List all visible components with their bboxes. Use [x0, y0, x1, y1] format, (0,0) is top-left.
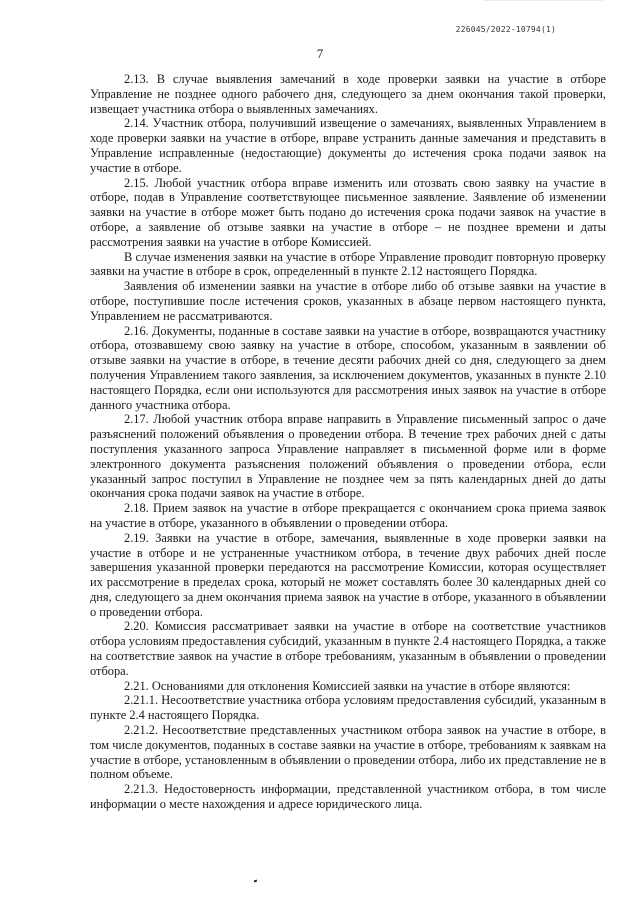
- scan-speck: [254, 880, 258, 883]
- document-id: 226045/2022-10794(1): [455, 25, 556, 34]
- scan-artifact: [484, 0, 604, 4]
- paragraph-2-13: 2.13. В случае выявления замечаний в ходе проверки заявки на участие в отборе Управление не позднее одного рабочего дня, следующего за днем окончания такой проверки, извещает участника отбора о выявленных замечаниях.: [90, 72, 606, 116]
- paragraph-2-18: 2.18. Прием заявок на участие в отборе прекращается с окончанием срока приема заявок на участие в отборе, указанного в объявлении о проведении отбора.: [90, 501, 606, 530]
- paragraph-2-17: 2.17. Любой участник отбора вправе направить в Управление письменный запрос о даче разъяснений положений объявления о проведении отбора. В течение трех рабочих дней с даты поступления указанного запроса Управление направляет в письменной форме или в форме электронного документа разъяснения положений объявления о проведении отбора, если указанный запрос поступил в Управление не позднее чем за пять календарных дней до даты окончания срока подачи заявок на участие в отборе.: [90, 412, 606, 501]
- paragraph-2-21-1: 2.21.1. Несоответствие участника отбора условиям предоставления субсидий, указанным в пункте 2.4 настоящего Порядка.: [90, 693, 606, 723]
- paragraph-2-21-2: 2.21.2. Несоответствие представленных участником отбора заявок на участие в отборе, в том числе документов, поданных в составе заявки на участие в отборе, требованиям к заявкам на участие в отборе, установленным в объявлении о проведении отбора, либо их представление не в полном объеме.: [90, 723, 606, 782]
- paragraph-2-20: 2.20. Комиссия рассматривает заявки на участие в отборе на соответствие участников отбора условиям предоставления субсидий, указанным в пункте 2.4 настоящего Порядка, а также на соответствие заявок на участие в отборе требованиям, указанным в объявлении о проведении отбора.: [90, 619, 606, 678]
- paragraph-2-15-b: В случае изменения заявки на участие в отборе Управление проводит повторную проверку заявки на участие в отборе в срок, определенный в пункте 2.12 настоящего Порядка.: [90, 249, 606, 279]
- document-body: [90, 72, 606, 812]
- page-number: 7: [316, 46, 324, 61]
- paragraph-2-21-3: 2.21.3. Недостоверность информации, представленной участником отбора, в том числе информации о месте нахождения и адресе юридического лица.: [90, 782, 606, 812]
- paragraph-2-15-c: Заявления об изменении заявки на участие в отборе либо об отзыве заявки на участие в отборе, поступившие после истечения сроков, указанных в абзаце первом настоящего пункта, Управлением не рассматриваются.: [90, 279, 606, 323]
- paragraph-2-16: 2.16. Документы, поданные в составе заявки на участие в отборе, возвращаются участнику отбора, отозвавшему свою заявку на участие в отборе, способом, указанным в заявлении об отзыве заявки на участие в отборе, в течение десяти рабочих дней со дня, следующего за днем получения Управлением такого заявления, за исключением документов, указанных в пункте 2.10 настоящего Порядка, если они используются для рассмотрения иных заявок на участие в отборе данного участника отбора.: [90, 323, 606, 412]
- paragraph-2-14: 2.14. Участник отбора, получивший извещение о замечаниях, выявленных Управлением в ходе проверки заявки на участие в отборе, вправе устранить данные замечания и представить в Управление исправленные (недостающие) документы до истечения срока подачи заявок на участие в отборе.: [90, 116, 606, 175]
- paragraph-2-15: 2.15. Любой участник отбора вправе изменить или отозвать свою заявку на участие в отборе, подав в Управление соответствующее письменное заявление. Заявление об изменении заявки на участие в отборе может быть подано до истечения срока подачи заявок на участие в отборе, а заявление об отзыве заявки на участие в отборе – не позднее времени и даты рассмотрения заявки на участие в отборе Комиссией.: [90, 175, 606, 249]
- paragraph-2-19: 2.19. Заявки на участие в отборе, замечания, выявленные в ходе проверки заявки на участие в отборе и не устраненные участником отбора, в течение двух рабочих дней после завершения указанной проверки передаются на рассмотрение Комиссии, которая осуществляет их рассмотрение в пределах срока, который не может составлять более 30 календарных дней со дня, следующего за днем окончания приема заявок на участие в отборе, указанного в объявлении о проведении отбора.: [90, 530, 606, 619]
- paragraph-2-21: 2.21. Основаниями для отклонения Комиссией заявки на участие в отборе являются:: [124, 678, 571, 693]
